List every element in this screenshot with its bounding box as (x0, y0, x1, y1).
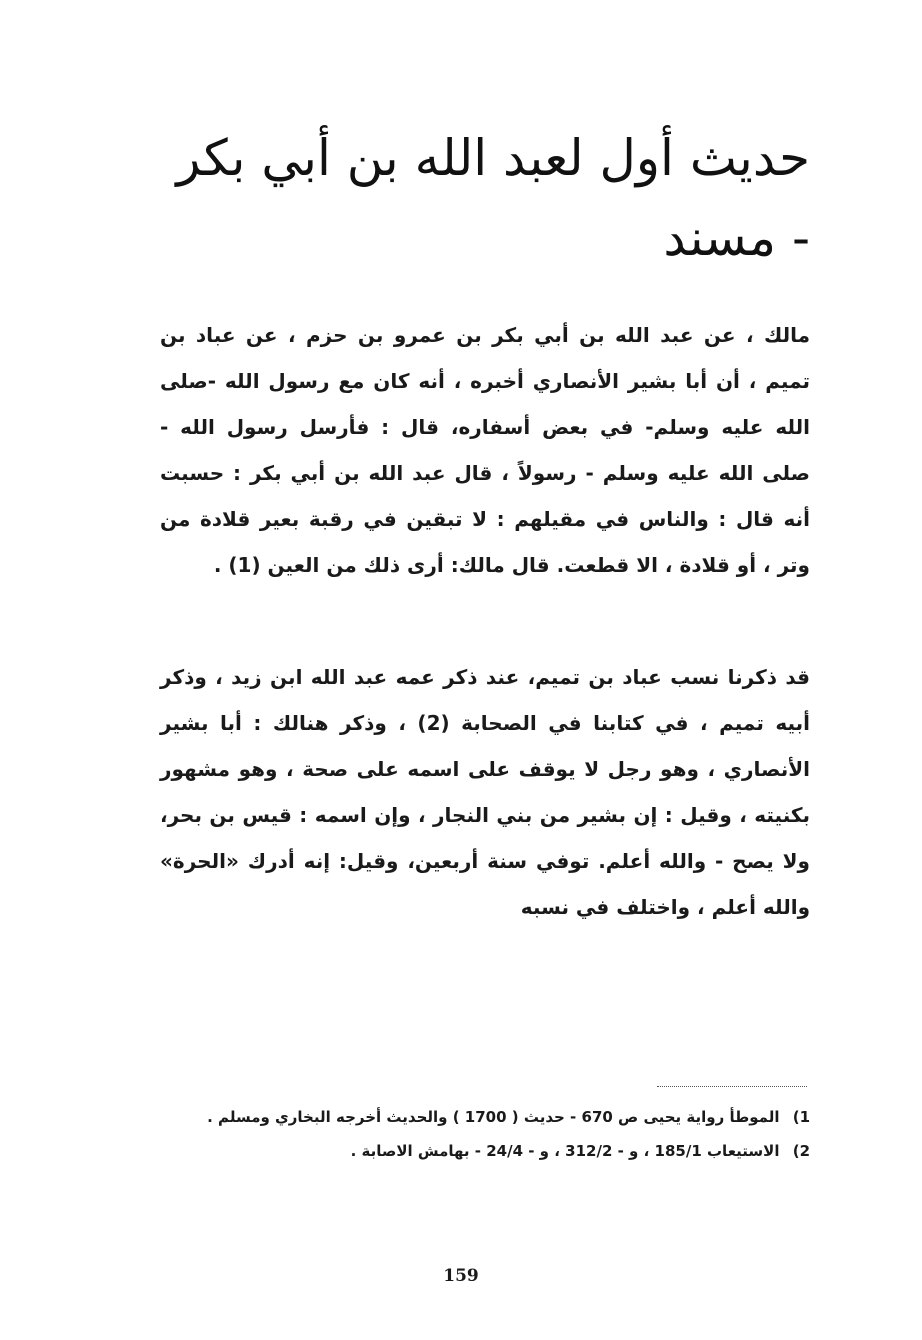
footnote-text: الموطأ رواية يحيى ص 670 - حديث ( 1700 ) والحديث أخرجه البخاري ومسلم . (207, 1108, 780, 1126)
footnote-2 (160, 1134, 810, 1168)
body-paragraph-2: قد ذكرنا نسب عباد بن تميم، عند ذكر عمه عبد الله ابن زيد ، وذكر أبيه تميم ، في كتابنا في الصحابة (2) ، وذكر هنالك : أبا بشير الأنصاري ، وهو رجل لا يوقف على اسمه على صحة ، وهو مشهور بكنيته ، وقيل : إن بشير من بني النجار ، وإن اسمه : قيس بن بحر، ولا يصح - والله أعلم. توفي سنة أربعين، وقيل: إنه أدرك «الحرة» والله أعلم ، واختلف في نسبه (160, 665, 811, 919)
footnote-text: الاستيعاب 185/1 ، و - 312/2 ، و - 24/4 - بهامش الاصابة . (350, 1142, 780, 1160)
footnote-1 (160, 1100, 810, 1134)
page-number: 159 (443, 1266, 479, 1286)
body-paragraph-1: مالك ، عن عبد الله بن أبي بكر بن عمرو بن حزم ، عن عباد بن تميم ، أن أبا بشير الأنصاري أخبره ، أنه كان مع رسول الله -صلى الله عليه وسلم- في بعض أسفاره، قال : فأرسل رسول الله - صلى الله عليه وسلم - رسولاً ، قال عبد الله بن أبي بكر : حسبت أنه قال : والناس في مقيلهم : لا تبقين في رقبة بعير قلادة من وتر ، أو قلادة ، الا قطعت. قال مالك: أرى ذلك من العين (1) . (160, 323, 810, 577)
footnote-number: 2) (792, 1142, 810, 1160)
footnote-divider (657, 1086, 807, 1087)
page-title: حديث أول لعبد الله بن أبي بكر - مسند (176, 129, 810, 267)
footnote-number: 1) (792, 1108, 810, 1126)
footnotes (160, 1100, 810, 1168)
